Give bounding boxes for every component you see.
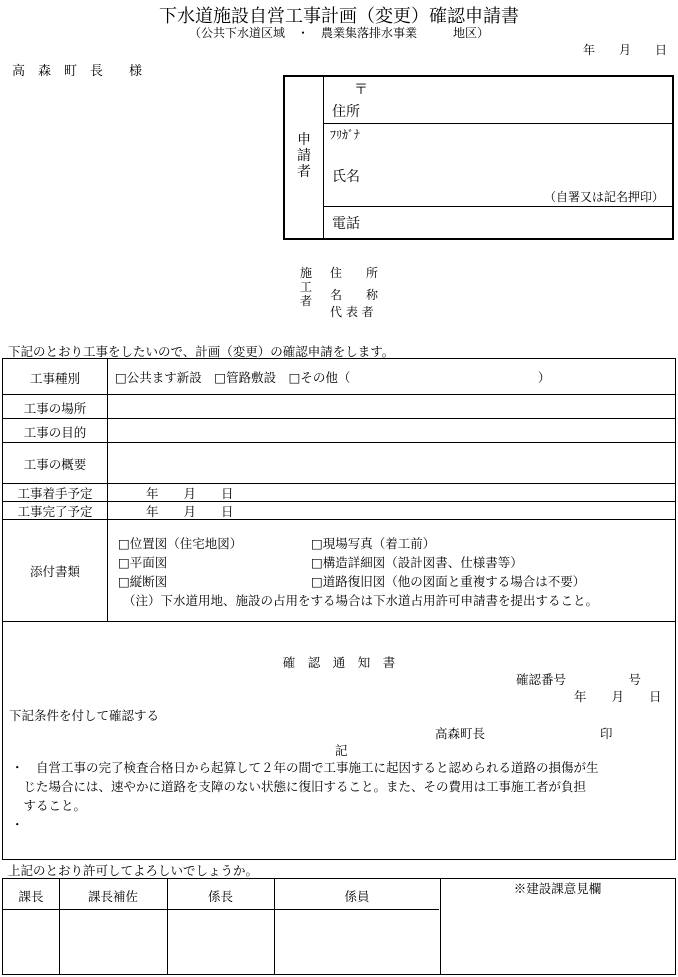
seal-box-staff[interactable]: [275, 910, 439, 972]
condition-line: じた場合には、速やかに道路を支障のない状態に復旧すること。また、その費用は工事施工者が負担: [11, 779, 587, 794]
overview-label: 工事の概要: [23, 457, 87, 472]
start-date-field[interactable]: 年 月 日: [146, 486, 234, 501]
attachment-checkbox-profile[interactable]: □縦断図: [118, 574, 168, 589]
applicant-label-char: 申: [297, 132, 311, 148]
seal-box-deputy-chief[interactable]: [60, 910, 166, 972]
postal-mark: 〒: [354, 82, 368, 98]
condition-line: すること。: [11, 798, 87, 813]
contractor-name-label: 名 称: [330, 288, 379, 302]
approval-intro: 上記のとおり許可してよろしいでしょうか。: [8, 863, 259, 878]
document-subtitle: （公共下水道区域 ・ 農業集落排水事業 地区）: [188, 26, 489, 40]
attachments-label: 添付書類: [29, 564, 80, 579]
notice-title: 確 認 通 知 書: [282, 655, 396, 670]
contractor-rep-label: 代 表 者: [330, 305, 374, 319]
overview-field[interactable]: [108, 443, 673, 482]
location-label: 工事の場所: [23, 401, 87, 416]
approval-col-section-chief: 課長: [18, 889, 44, 904]
seal-box-subsection-chief[interactable]: [168, 910, 273, 972]
contractor-label-char: 工: [299, 280, 312, 294]
contractor-vertical-label: [297, 266, 315, 308]
notice-date: 年 月 日: [574, 689, 662, 704]
address-label: 住所: [332, 104, 360, 120]
seal-box-section-chief[interactable]: [4, 910, 58, 972]
applicant-address-row[interactable]: [324, 77, 672, 124]
application-date: 年 月 日: [583, 43, 668, 57]
confirmation-number: 確認番号 号: [516, 672, 642, 687]
approval-table: [2, 878, 676, 975]
location-field[interactable]: [108, 395, 673, 417]
condition-line: ・: [11, 817, 24, 832]
condition-line: ・ 自営工事の完了検査合格日から起算して２年の間で工事施工に起因すると認められる道路の損傷が生: [11, 760, 599, 775]
name-label: 氏名: [332, 169, 360, 185]
document-title: 下水道施設自営工事計画（変更）確認申請書: [159, 6, 519, 27]
ki-mark: 記: [335, 743, 348, 758]
applicant-label-char: 請: [297, 148, 311, 164]
approval-col-staff: 係員: [344, 889, 370, 904]
contractor-address-label: 住 所: [330, 266, 379, 280]
start-date-label: 工事着手予定: [17, 486, 93, 501]
attachment-checkbox-location-map[interactable]: □位置図（住宅地図）: [118, 536, 243, 551]
end-date-label: 工事完了予定: [17, 504, 93, 519]
applicant-vertical-label: [285, 77, 324, 238]
applicant-label-char: 者: [297, 164, 311, 180]
attachment-checkbox-site-photo[interactable]: □現場写真（着工前）: [311, 536, 436, 551]
approval-col-deputy-chief: 課長補佐: [87, 889, 138, 904]
attachment-checkbox-road-restoration[interactable]: □道路復旧図（他の図面と重複する場合は不要）: [311, 574, 586, 589]
attachments-note: （注）下水道用地、施設の占用をする場合は下水道占用許可申請書を提出すること。: [123, 593, 599, 608]
furigana-label: ﾌﾘｶﾞﾅ: [330, 128, 361, 142]
seal-mark: 印: [600, 726, 613, 741]
notice-signer: 高森町長: [435, 726, 486, 741]
applicant-phone-row[interactable]: [324, 207, 672, 240]
intro-text: 下記のとおり工事をしたいので、計画（変更）の確認申請をします。: [8, 344, 395, 359]
end-date-field[interactable]: 年 月 日: [146, 504, 234, 519]
purpose-field[interactable]: [108, 419, 673, 441]
work-type-label: 工事種別: [29, 371, 80, 386]
applicant-box: [283, 75, 674, 240]
applicant-name-row[interactable]: [324, 124, 672, 207]
attachment-checkbox-structure-detail[interactable]: □構造詳細図（設計図書、仕様書等）: [311, 555, 523, 570]
application-form-table: [2, 358, 676, 860]
attachment-checkbox-plan[interactable]: □平面図: [118, 555, 168, 570]
condition-text: 下記条件を付して確認する: [9, 708, 160, 723]
contractor-label-char: 施: [299, 266, 312, 280]
phone-label: 電話: [332, 216, 360, 232]
work-type-options[interactable]: □公共ます新設 □管路敷設 □その他（ ）: [115, 370, 551, 385]
purpose-label: 工事の目的: [23, 425, 87, 440]
approval-col-subsection-chief: 係長: [207, 889, 233, 904]
seal-note: （自署又は記名押印）: [543, 190, 664, 204]
approval-col-opinion: ※建設課意見欄: [513, 881, 602, 896]
contractor-label-char: 者: [299, 294, 312, 308]
addressee: 高 森 町 長 様: [12, 64, 143, 79]
opinion-field[interactable]: [441, 897, 674, 972]
